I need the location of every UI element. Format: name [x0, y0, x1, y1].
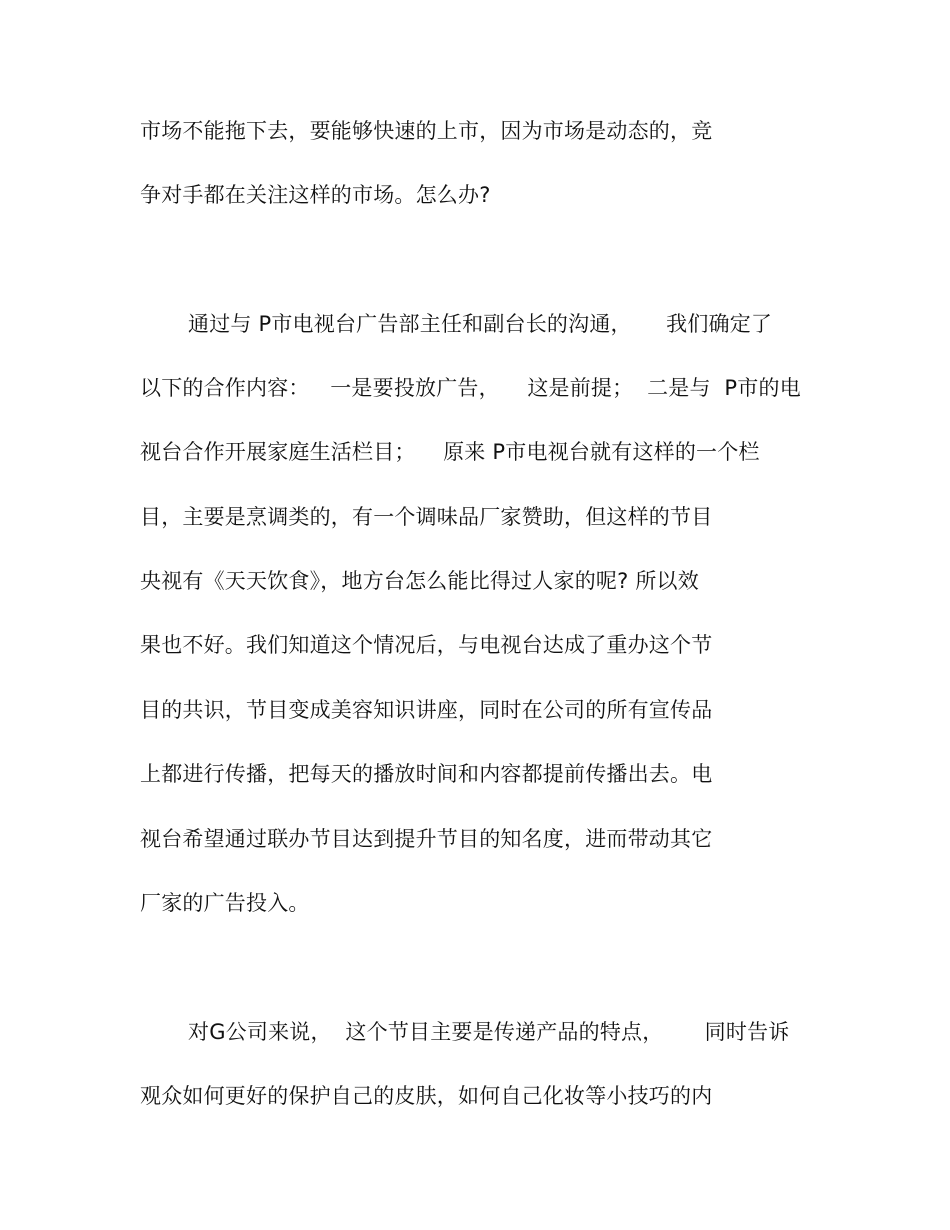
text-line: 通过与 P市电视台广告部主任和副台长的沟通， 我们确定了 — [188, 312, 773, 336]
text-line: 上都进行传播，把每天的播放时间和内容都提前传播出去。电 — [140, 762, 713, 786]
text-line: 争对手都在关注这样的市场。怎么办? — [140, 183, 491, 207]
text-line: 观众如何更好的保护自己的皮肤，如何自己化妆等小技巧的内 — [140, 1084, 713, 1108]
text-line: 视台合作开展家庭生活栏目； 原来 P市电视台就有这样的一个栏 — [140, 440, 760, 464]
text-line: 对G公司来说， 这个节目主要是传递产品的特点， 同时告诉 — [188, 1020, 790, 1044]
text-line: 市场不能拖下去，要能够快速的上市，因为市场是动态的，竞 — [140, 119, 713, 143]
text-line: 目，主要是烹调类的，有一个调味品厂家赞助，但这样的节目 — [140, 505, 713, 529]
text-line: 果也不好。我们知道这个情况后，与电视台达成了重办这个节 — [140, 633, 713, 657]
text-line: 以下的合作内容： 一是要投放广告， 这是前提； 二是与 P市的电 — [140, 376, 801, 400]
text-line: 厂家的广告投入。 — [140, 891, 310, 915]
text-line: 央视有《天天饮食》，地方台怎么能比得过人家的呢? 所以效 — [140, 569, 699, 593]
text-line: 视台希望通过联办节目达到提升节目的知名度，进而带动其它 — [140, 827, 713, 851]
text-line: 目的共识，节目变成美容知识讲座，同时在公司的所有宣传品 — [140, 698, 713, 722]
